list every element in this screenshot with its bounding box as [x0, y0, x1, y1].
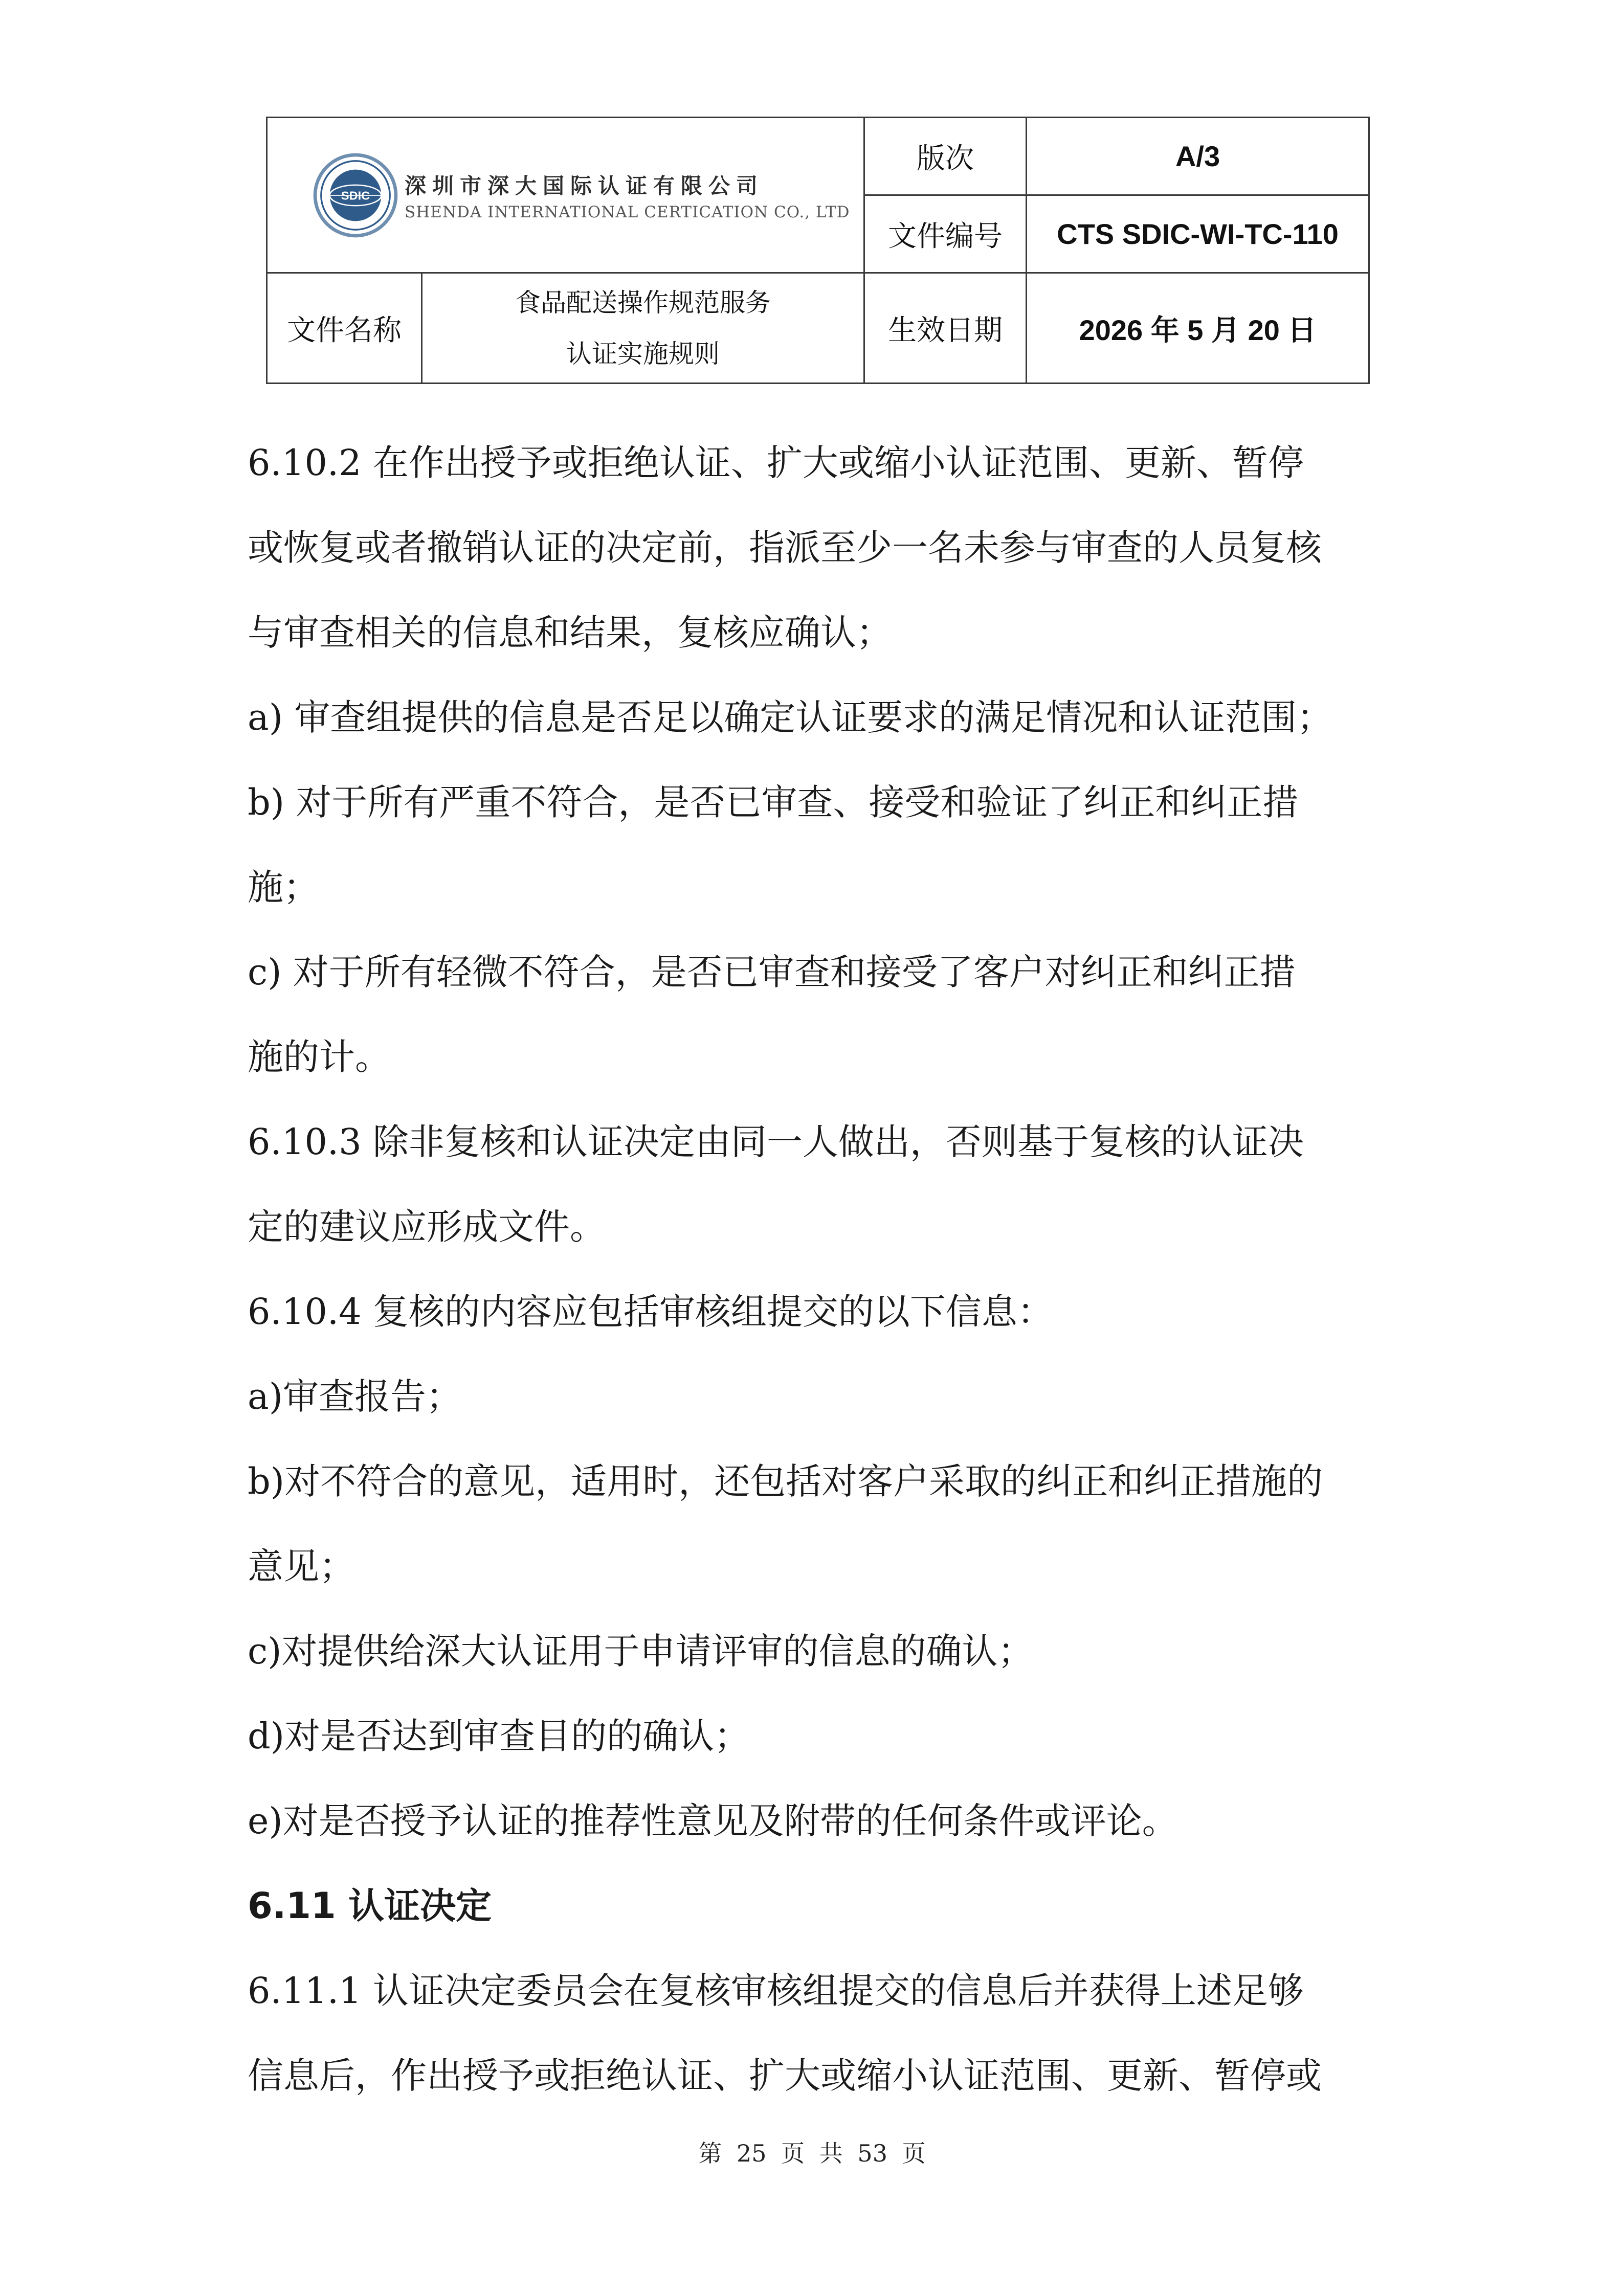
logo-lettering: SDIC [341, 188, 370, 202]
header-table [266, 117, 1370, 384]
page-number-footer: 第 25 页 共 53 页 [698, 2140, 926, 2167]
body-line: 定的建议应形成文件。 [248, 1206, 606, 1248]
body-line: a)审查报告； [248, 1376, 462, 1417]
body-line: b) 对于所有严重不符合，是否已审查、接受和验证了纠正和纠正措 [248, 781, 1299, 823]
version-label: 版次 [864, 118, 1027, 195]
body-line: 6.10.3 除非复核和认证决定由同一人做出，否则基于复核的认证决 [248, 1121, 1304, 1163]
document-body [248, 420, 1393, 2118]
body-line: 与审查相关的信息和结果，复核应确认； [248, 612, 892, 654]
body-line: c) 对于所有轻微不符合，是否已审查和接受了客户对纠正和纠正措 [248, 951, 1296, 993]
body-line: 6.10.2 在作出授予或拒绝认证、扩大或缩小认证范围、更新、暂停 [248, 442, 1304, 484]
body-line: 信息后，作出授予或拒绝认证、扩大或缩小认证范围、更新、暂停或 [248, 2055, 1322, 2097]
document-name-line-2: 认证实施规则 [566, 339, 720, 369]
document-name-label: 文件名称 [267, 273, 422, 384]
body-line: b)对不符合的意见，适用时，还包括对客户采取的纠正和纠正措施的 [248, 1460, 1323, 1502]
section-heading-6-11: 6.11 认证决定 [248, 1885, 492, 1927]
document-name-line-1: 食品配送操作规范服务 [515, 287, 771, 318]
body-line: 或恢复或者撤销认证的决定前，指派至少一名未参与审查的人员复核 [248, 527, 1322, 569]
document-number-label: 文件编号 [864, 195, 1027, 273]
company-name-en: SHENDA INTERNATIONAL CERTICATION CO., LTD [405, 202, 850, 221]
company-seal-logo-icon [313, 152, 398, 238]
company-logo-cell [267, 118, 864, 273]
document-number-value: CTS SDIC-WI-TC-110 [1027, 195, 1369, 273]
version-value: A/3 [1027, 118, 1369, 195]
company-name-cn: 深圳市深大国际认证有限公司 [405, 173, 764, 198]
body-line: e)对是否授予认证的推荐性意见及附带的任何条件或评论。 [248, 1800, 1178, 1842]
body-line: a) 审查组提供的信息是否足以确定认证要求的满足情况和认证范围； [248, 696, 1333, 738]
effective-date-label: 生效日期 [864, 273, 1027, 384]
effective-date-value: 2026 年 5 月 20 日 [1027, 273, 1369, 384]
body-line: 6.11.1 认证决定委员会在复核审核组提交的信息后并获得上述足够 [248, 1970, 1304, 2012]
body-line: 施的计。 [248, 1036, 391, 1078]
body-line: c)对提供给深大认证用于申请评审的信息的确认； [248, 1630, 1034, 1672]
body-line: 施； [248, 866, 319, 908]
body-line: 意见； [248, 1545, 355, 1587]
body-line: 6.10.4 复核的内容应包括审核组提交的以下信息： [248, 1291, 1053, 1333]
body-line: d)对是否达到审查目的的确认； [248, 1715, 750, 1757]
document-name-value [422, 273, 864, 384]
